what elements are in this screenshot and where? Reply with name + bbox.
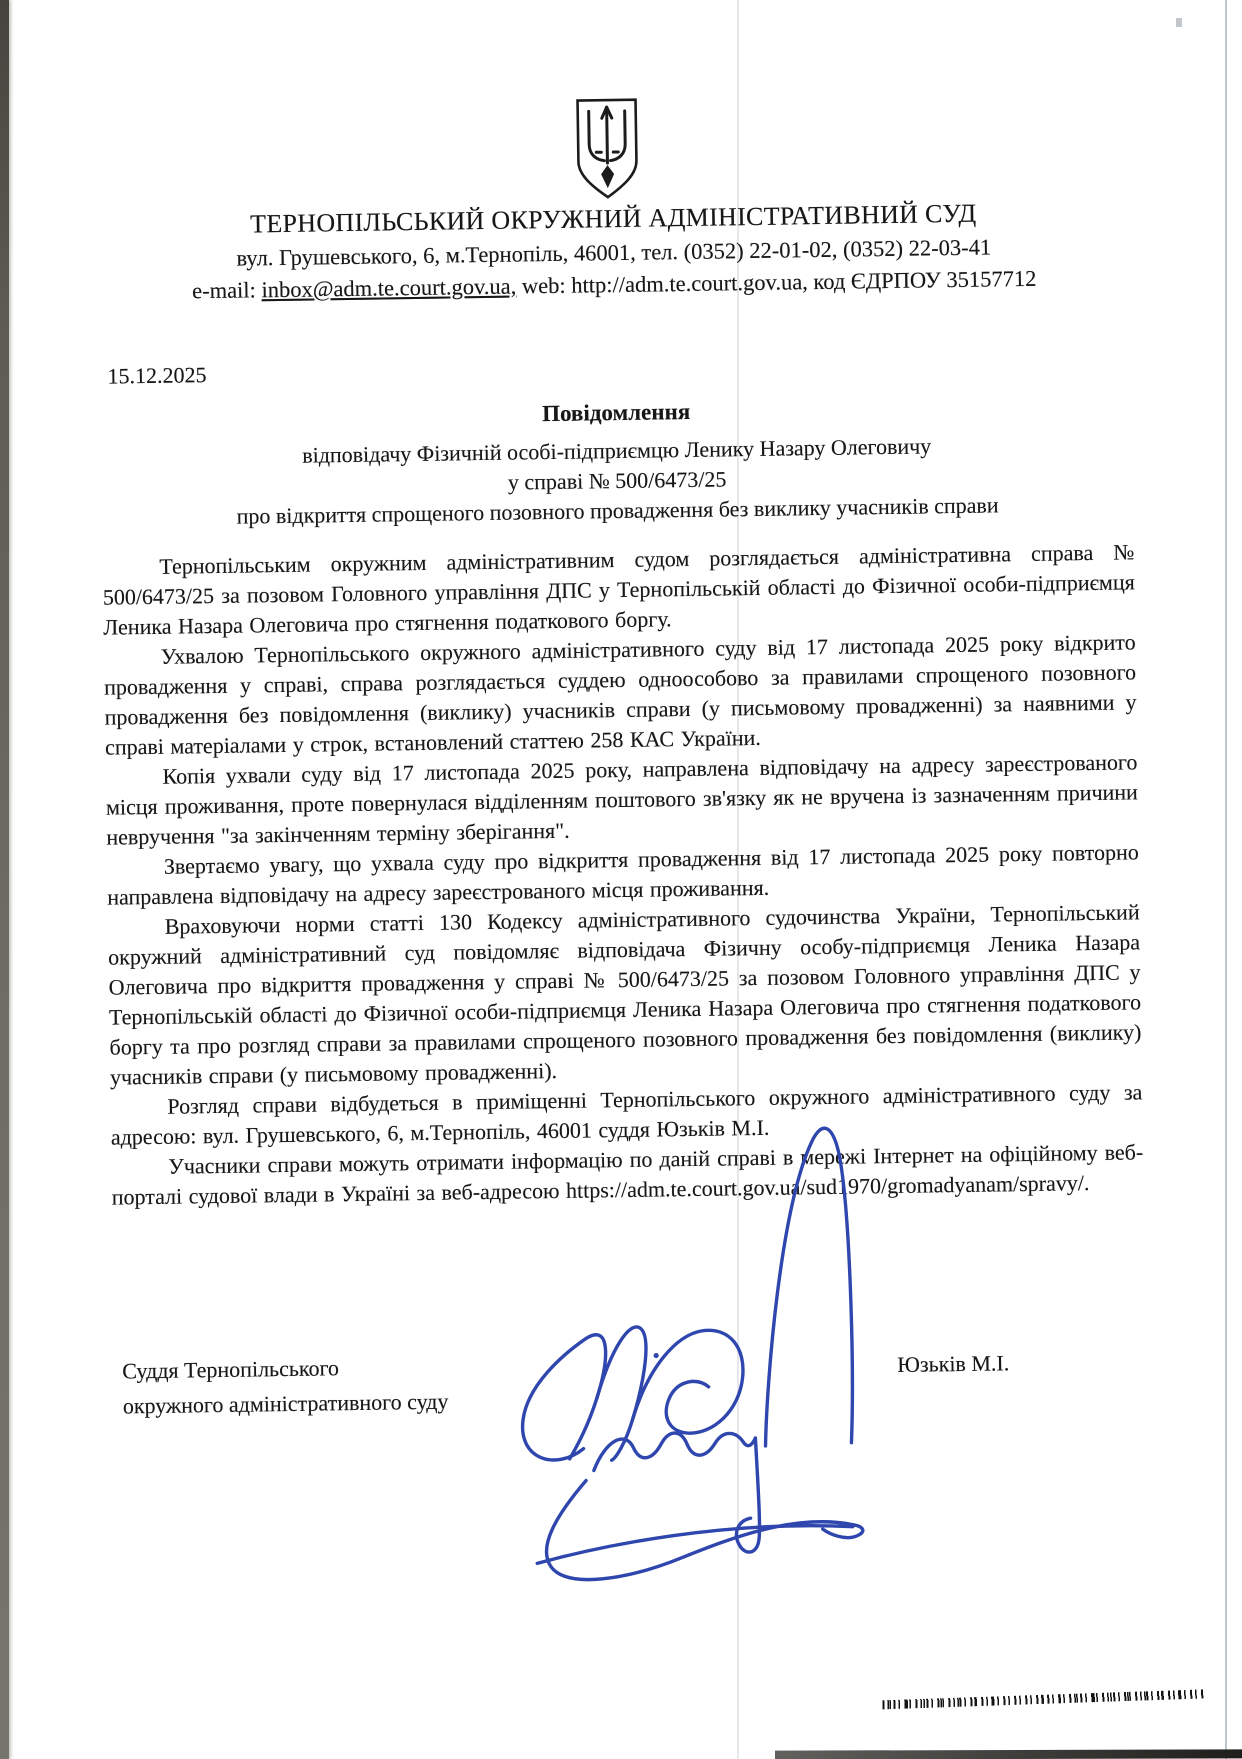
subtitle-line: про відкриття спрощеного позовного провадження без виклику учасників справи [236,492,999,529]
notice-body [102,537,1144,1212]
email-label: e-mail: [191,277,257,304]
document-title: Повідомлення [541,398,691,427]
judge-role-line1: Суддя Тернопільського [122,1355,340,1384]
body-paragraph: Тернопільським окружним адміністративним судом розглядається адміністративна справа № 500/6473/25 за позовом Головного управління ДПС у Тернопільській області до Фізичної особи-підприємця Леника Назара Олеговича про стягнення податкового боргу. [102,539,1135,640]
document-date: 15.12.2025 [107,362,207,389]
body-paragraph: Ухвалою Тернопільського окружного адміністративного суду від 17 листопада 2025 року відкрито провадження у справі, справа розглядається суддею одноособово за правилами спрощеного позовного провадження без повідомлення (виклику) учасників справи (у письмовому провадженні) за наявними у справі матеріалами у строк, встановлений статтею 258 КАС України. [103,629,1137,760]
body-paragraph: Звертаємо увагу, що ухвала суду про відкриття провадження від 17 листопада 2025 року повторно направлена відповідачу на адресу зареєстрованого місця проживання. [107,839,1139,910]
subtitle-line: у справі № 500/6473/25 [507,466,727,495]
document-barcode [882,1689,1204,1709]
judge-role-label [122,1349,449,1424]
body-paragraph: Розгляд справи відбудеться в приміщенні Тернопільського окружного адміністративного суду за адресою: вул. Грушевського, 6, м.Тернопіль, 46001 суддя Юзьків М.І. [110,1079,1143,1150]
court-name: ТЕРНОПІЛЬСЬКИЙ ОКРУЖНИЙ АДМІНІСТРАТИВНИЙ СУД [249,198,977,239]
body-paragraph: Учасники справи можуть отримати інформацію по даній справі в мережі Інтернет на офіційному веб-порталі судової влади в Україні за веб-адресою https://adm.te.court.gov.ua/sud1970/gromadyanam/spravy/. [111,1139,1144,1210]
judge-role-line2: окружного адміністративного суду [122,1388,449,1419]
ukraine-trident-emblem [573,96,641,203]
body-paragraph: Враховуючи норми статті 130 Кодексу адміністративного судочинства України, Тернопільський окружний адміністративний суд повідомляє відповідача Фізичну особу-підприємця Леника Назара Олеговича про відкриття провадження у справі № 500/6473/25 за позовом Головного управління ДПС у Тернопільській області до Фізичної особи-підприємця Леника Назара Олеговича про стягнення податкового боргу та про розгляд справи за правилами спрощеного позовного провадження без повідомлення (виклику) учасників справи (у письмовому провадженні). [107,899,1142,1090]
web-and-edrpou: web: http://adm.te.court.gov.ua, код ЄДРПОУ 35157712 [521,265,1037,299]
title-subtitles [101,428,1134,533]
subtitle-line: відповідачу Фізичній особі-підприємцю Ленику Назару Олеговичу [302,433,932,468]
body-paragraph: Копія ухвали суду від 17 листопада 2025 року, направлена відповідачу на адресу зареєстрованого місця проживання, проте повернулася відділенням поштового зв'язку як не вручена із зазначенням причини невручення "за закінченням терміну зберігання". [105,749,1139,850]
court-address-line: вул. Грушевського, 6, м.Тернопіль, 46001, тел. (0352) 22-01-02, (0352) 22-03-41 [236,234,992,271]
judge-name: Юзьків М.І. [897,1350,1010,1377]
handwritten-signature [461,1114,888,1610]
email-address: inbox@adm.te.court.gov.ua, [261,273,517,303]
